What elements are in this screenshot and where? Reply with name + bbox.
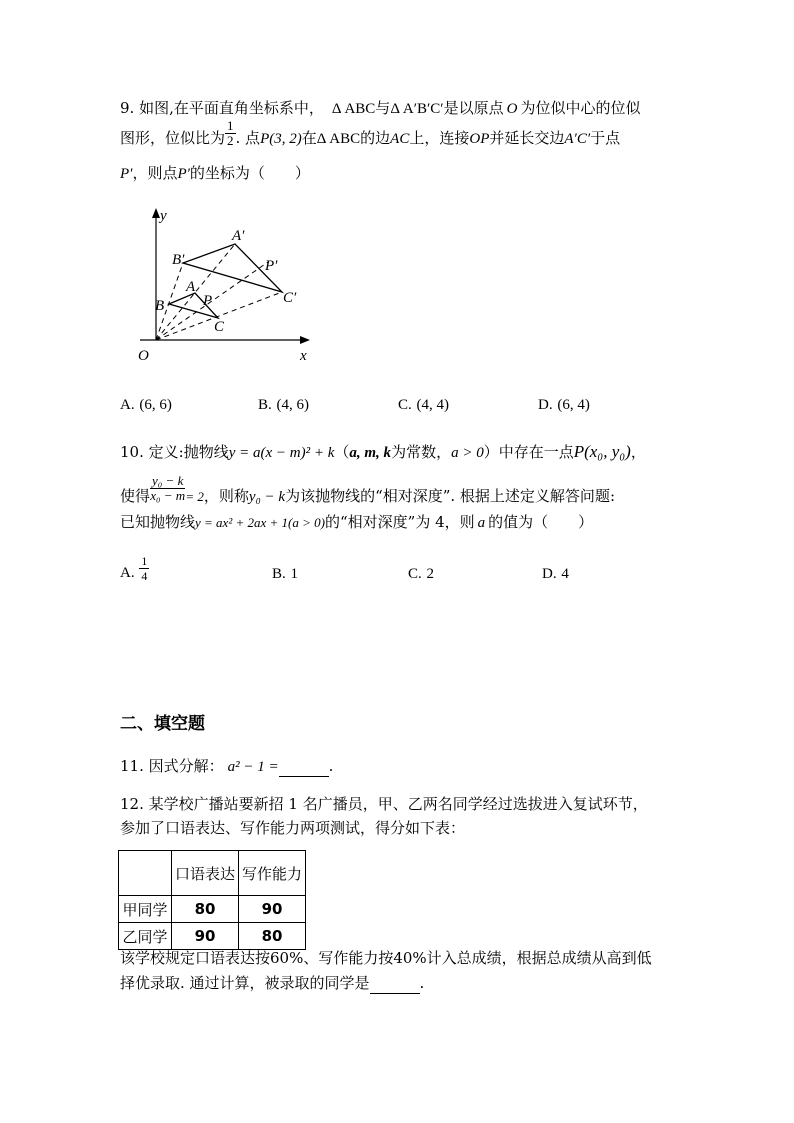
table-header-cell: 口语表达 bbox=[172, 851, 239, 896]
label-p: P bbox=[203, 293, 213, 309]
label-origin: O bbox=[138, 348, 149, 364]
q12-line-1: 12. 某学校广播站要新招 1 名广播员，甲、乙两名同学经过选拔进入复试环节， bbox=[120, 795, 648, 813]
q9-number: 9. bbox=[120, 99, 135, 117]
q9-line-3: P′，则点P′的坐标为（ ） bbox=[120, 164, 310, 182]
score-table bbox=[118, 850, 306, 950]
q10-option-d[interactable]: D. 4 bbox=[542, 566, 569, 582]
q10-line-3: 已知抛物线y = ax² + 2ax + 1(a > 0)的“相对深度”为 4，则 a 的值为（ ） bbox=[120, 513, 594, 531]
q11-line: 11. 因式分解： a² − 1 = . bbox=[120, 757, 334, 775]
q11-number: 11. bbox=[120, 757, 144, 775]
q9-line-1: 9. 如图,在平面直角坐标系中， Δ ABC与Δ A′B′C′是以原点 O 为位似中心的位似 bbox=[120, 99, 641, 117]
q9-option-b[interactable]: B. (4, 6) bbox=[258, 397, 310, 413]
section-title: 二、填空题 bbox=[120, 714, 205, 734]
q10-option-c[interactable]: C. 2 bbox=[408, 566, 435, 582]
table-header-cell bbox=[119, 851, 172, 896]
q12-number: 12. bbox=[120, 795, 144, 813]
table-cell: 90 bbox=[172, 923, 239, 950]
label-a: A bbox=[186, 279, 196, 295]
label-c: C bbox=[214, 319, 225, 335]
q10-ratio-fraction: $\frac{\text{y₀ − k}}{\text{x₀ − m}}$ bbox=[150, 472, 186, 503]
q9-option-c[interactable]: C. (4, 4) bbox=[398, 397, 450, 413]
q11-answer-blank[interactable] bbox=[279, 756, 329, 777]
label-c-prime: C′ bbox=[283, 290, 297, 306]
q9-line-2: 图形，位似比为 $\frac{1}{2}$ . 点P(3, 2)在Δ ABC的边AC上，连接OP并延长交边A′C′于点 bbox=[120, 117, 621, 148]
table-header-cell: 写作能力 bbox=[239, 851, 306, 896]
q12-line-4: 择优录取. 通过计算，被录取的同学是 . bbox=[120, 974, 425, 992]
label-b: B bbox=[155, 298, 165, 314]
q10-number: 10. bbox=[120, 443, 144, 461]
q12-line-3: 该学校规定口语表达按60%、写作能力按40%计入总成绩，根据总成绩从高到低 bbox=[120, 949, 652, 967]
label-x: x bbox=[300, 348, 307, 364]
q9-ratio-fraction: $\frac{1}{2}$ bbox=[227, 117, 234, 148]
table-cell: 90 bbox=[239, 896, 306, 923]
table-row bbox=[119, 923, 306, 950]
q10-option-a[interactable]: A. $\frac{1}{4}$ bbox=[120, 554, 148, 583]
q10-option-a-fraction: $\frac{1}{4}$ bbox=[141, 554, 148, 583]
table-cell: 乙同学 bbox=[119, 923, 172, 950]
table-cell: 甲同学 bbox=[119, 896, 172, 923]
q10-line-1: 10. 定义:抛物线y = a(x − m)² + k（a, m, k为常数，a > 0）中存在一点P(x₀, y₀)， bbox=[120, 442, 646, 461]
q9-option-d[interactable]: D. (6, 4) bbox=[538, 397, 590, 413]
q9-figure bbox=[110, 200, 330, 370]
x-axis-arrow bbox=[300, 336, 310, 344]
table-row bbox=[119, 896, 306, 923]
label-y: y bbox=[160, 208, 167, 224]
label-b-prime: B′ bbox=[172, 252, 185, 268]
q9-option-a[interactable]: A. (6, 6) bbox=[120, 397, 172, 413]
q12-line-2: 参加了口语表达、写作能力两项测试，得分如下表： bbox=[120, 819, 466, 837]
label-a-prime: A′ bbox=[232, 228, 245, 244]
label-p-prime: P′ bbox=[265, 258, 278, 274]
table-cell: 80 bbox=[239, 923, 306, 950]
q10-line-2: 使得 $\frac{\text{y₀ − k}}{\text{x₀ − m}}$ = 2，则称y₀ − k为该抛物线的“相对深度”. 根据上述定义解答问题: bbox=[120, 472, 615, 505]
q12-answer-blank[interactable] bbox=[370, 973, 420, 994]
table-cell: 80 bbox=[172, 896, 239, 923]
q10-option-b[interactable]: B. 1 bbox=[272, 566, 299, 582]
y-axis-arrow bbox=[152, 208, 160, 218]
table-header-row bbox=[119, 851, 306, 896]
